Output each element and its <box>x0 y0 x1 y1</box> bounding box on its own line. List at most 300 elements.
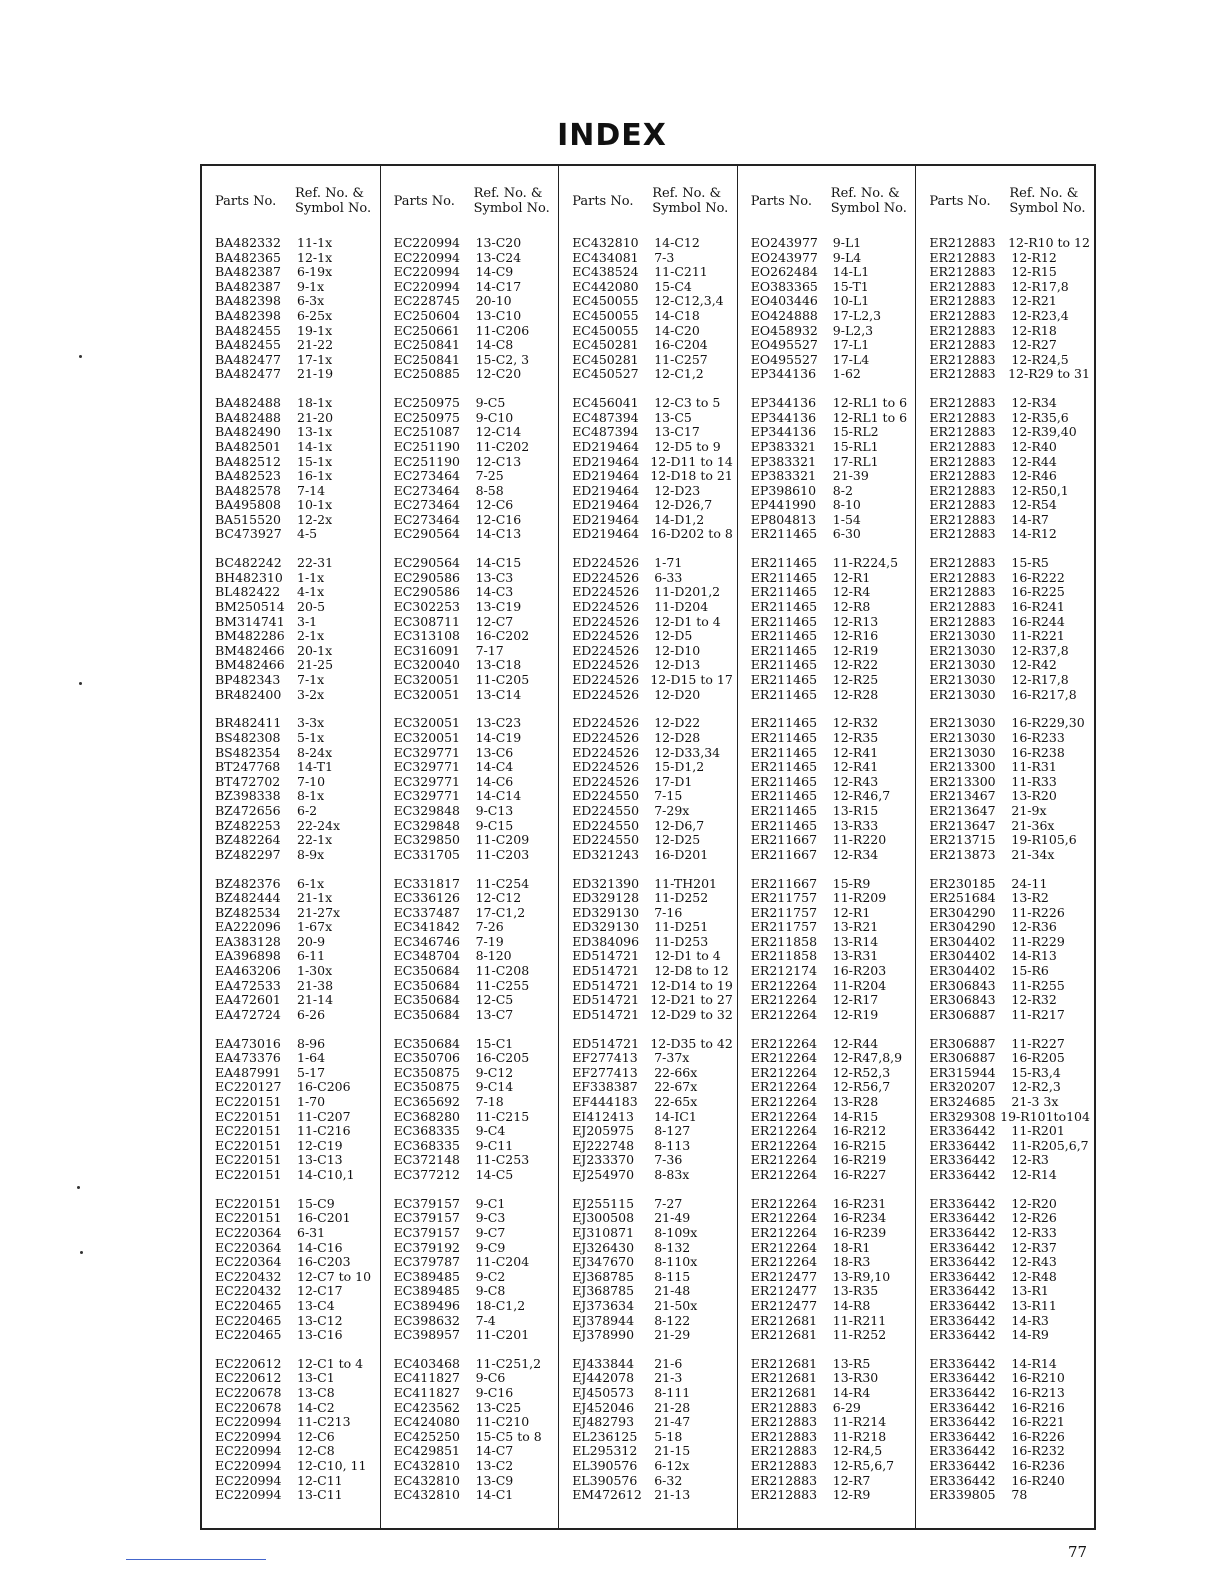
part-number: EP344136 <box>750 409 817 425</box>
part-number: EC220678 <box>215 1399 282 1415</box>
index-row <box>929 440 1090 455</box>
ref-symbol: 12-R47,8,9 <box>832 1050 903 1066</box>
index-row <box>215 979 376 994</box>
part-number: EC220364 <box>215 1224 282 1240</box>
ref-symbol: 14-R15 <box>832 1108 879 1124</box>
part-number: EC251190 <box>393 438 460 454</box>
ref-symbol: 12-R43 <box>1011 1254 1057 1270</box>
ref-symbol: 22-24x <box>297 817 341 833</box>
index-row <box>751 833 912 848</box>
index-row <box>572 469 733 484</box>
part-number: ED224526 <box>572 628 640 644</box>
index-row <box>215 891 376 906</box>
ref-symbol: 12-R56,7 <box>832 1079 891 1095</box>
part-number: ER306843 <box>929 992 996 1008</box>
part-number: ED224526 <box>572 599 640 615</box>
ref-symbol: 6-19x <box>297 264 333 280</box>
index-row <box>215 396 376 411</box>
part-number: EC346746 <box>393 933 460 949</box>
index-row <box>394 353 555 368</box>
ref-symbol: 8-132 <box>654 1239 691 1255</box>
ref-symbol: 11-C251,2 <box>475 1355 542 1371</box>
part-number: BZ482376 <box>215 875 281 891</box>
ref-symbol: 12-C17 <box>297 1283 343 1299</box>
part-number: ER212883 <box>929 453 996 469</box>
ref-symbol: 13-C4 <box>297 1297 335 1313</box>
index-group <box>215 877 376 1023</box>
part-number: EC329771 <box>393 773 460 789</box>
ref-symbol: 13-R20 <box>1011 788 1057 804</box>
index-row <box>929 1444 1090 1459</box>
part-number: ER304402 <box>929 948 996 964</box>
index-row <box>572 280 733 295</box>
part-number: ER336442 <box>929 1210 996 1226</box>
ref-symbol: 12-C7 <box>475 613 514 629</box>
index-row <box>572 455 733 470</box>
part-number: ER213647 <box>929 802 996 818</box>
ref-symbol: 16-R239 <box>832 1224 887 1240</box>
index-row <box>929 804 1090 819</box>
ref-symbol: 12-C19 <box>297 1137 343 1153</box>
index-row <box>751 556 912 571</box>
part-number: ER211465 <box>750 729 818 745</box>
part-number: ER213030 <box>929 715 996 731</box>
index-group <box>929 236 1090 382</box>
index-row <box>929 979 1090 994</box>
index-row <box>751 1168 912 1183</box>
index-row <box>394 935 555 950</box>
part-number: EC456041 <box>572 395 639 411</box>
part-number: ER212264 <box>750 1123 818 1139</box>
index-row <box>215 1474 376 1489</box>
ref-symbol: 1-30x <box>297 963 333 979</box>
index-row <box>572 789 733 804</box>
ref-symbol: 14-R8 <box>832 1297 871 1313</box>
index-group <box>929 1357 1090 1503</box>
index-group <box>929 1197 1090 1343</box>
part-number: ER306887 <box>929 1006 996 1022</box>
part-number: EC302253 <box>393 599 460 615</box>
part-number: ER211465 <box>750 744 818 760</box>
ref-symbol: 12-R22 <box>832 657 879 673</box>
index-row <box>215 498 376 513</box>
ref-symbol: 9-C13 <box>475 802 514 818</box>
part-number: EL390576 <box>572 1458 638 1474</box>
part-number: EA472601 <box>215 992 281 1008</box>
index-row <box>215 455 376 470</box>
index-group <box>572 556 733 702</box>
ref-symbol: 15-R6 <box>1011 963 1049 979</box>
index-row <box>929 1241 1090 1256</box>
part-number: ER212883 <box>929 249 996 265</box>
ref-symbol: 12-C16 <box>475 511 522 527</box>
index-row <box>572 891 733 906</box>
index-row <box>394 1488 555 1503</box>
ref-symbol: 7-26 <box>475 919 504 935</box>
part-number: ER336442 <box>929 1399 996 1415</box>
part-number: ER212264 <box>750 1137 818 1153</box>
index-row <box>751 877 912 892</box>
index-row <box>572 760 733 775</box>
ref-symbol: 15-C4 <box>654 278 692 294</box>
index-row <box>929 1430 1090 1445</box>
index-row <box>929 265 1090 280</box>
part-number: EJ378944 <box>572 1312 635 1328</box>
part-number: EC350875 <box>393 1079 460 1095</box>
index-row <box>215 440 376 455</box>
scan-speck <box>79 682 82 685</box>
index-row <box>394 804 555 819</box>
ref-symbol: 14-R7 <box>1011 511 1049 527</box>
ref-symbol: 12-D8 to 12 <box>654 963 729 979</box>
ref-symbol: 13-C18 <box>475 657 522 673</box>
ref-symbol: 14-IC1 <box>654 1108 697 1124</box>
index-row <box>215 1139 376 1154</box>
ref-symbol: 8-120 <box>475 948 512 964</box>
part-number: EJ233370 <box>572 1152 635 1168</box>
part-number: EC220465 <box>215 1312 282 1328</box>
index-row <box>215 571 376 586</box>
index-row <box>751 1314 912 1329</box>
part-number: ER329308 <box>929 1108 996 1124</box>
part-number: ER212883 <box>750 1458 818 1474</box>
part-number: EJ450573 <box>572 1385 635 1401</box>
index-row <box>572 324 733 339</box>
part-number: ER211465 <box>750 657 818 673</box>
ref-symbol: 16-R215 <box>832 1137 887 1153</box>
ref-symbol: 12-D11 to 14 <box>650 453 733 469</box>
ref-symbol: 11-C205 <box>475 672 530 687</box>
part-number: BA482398 <box>215 293 281 309</box>
index-row <box>394 1255 555 1270</box>
index-row <box>215 1211 376 1226</box>
part-number: ED224526 <box>572 759 640 775</box>
ref-symbol: 11-R226 <box>1011 904 1065 920</box>
index-row <box>394 265 555 280</box>
part-number: EC350875 <box>393 1064 460 1080</box>
part-number: EC220151 <box>215 1123 282 1139</box>
ref-symbol: 4-5 <box>297 526 318 542</box>
index-row <box>751 731 912 746</box>
part-number: BA482488 <box>215 409 281 425</box>
ref-symbol: 13-C6 <box>475 744 514 760</box>
ref-symbol: 12-C6 <box>475 497 514 513</box>
part-number: BT247768 <box>215 759 281 775</box>
index-row <box>394 294 555 309</box>
ref-symbol: 24-11 <box>1011 875 1048 891</box>
index-group <box>572 1197 733 1343</box>
index-row <box>394 571 555 586</box>
index-row <box>215 833 376 848</box>
part-number: ED321390 <box>572 875 640 891</box>
ref-symbol: 22-66x <box>654 1064 698 1080</box>
index-row <box>751 367 912 382</box>
index-row <box>751 673 912 688</box>
index-group <box>215 396 376 542</box>
index-row <box>215 1008 376 1023</box>
part-number: ED224526 <box>572 715 640 731</box>
index-row <box>394 527 555 542</box>
part-number: ER212264 <box>750 1094 818 1109</box>
index-row <box>394 658 555 673</box>
index-row <box>572 513 733 528</box>
index-column <box>559 166 738 1528</box>
part-number: EC273464 <box>393 482 460 498</box>
part-number: EC220364 <box>215 1239 282 1255</box>
index-row <box>572 585 733 600</box>
ref-symbol: 21-20 <box>297 409 334 425</box>
ref-symbol: 7-3 <box>654 249 675 265</box>
part-number: ED224550 <box>572 802 640 818</box>
index-row <box>215 615 376 630</box>
index-row <box>929 688 1090 703</box>
index-row <box>572 920 733 935</box>
part-number: ER211465 <box>750 788 818 804</box>
index-row <box>215 411 376 426</box>
ref-symbol: 12-R24,5 <box>1011 351 1069 367</box>
part-number: EP344136 <box>750 395 817 411</box>
index-row <box>215 425 376 440</box>
part-number: EC250604 <box>393 307 460 323</box>
ref-symbol: 13-C11 <box>297 1487 343 1503</box>
ref-symbol: 13-C2 <box>475 1458 514 1474</box>
index-row <box>751 979 912 994</box>
part-number: EC250661 <box>393 322 460 338</box>
part-number: ER212883 <box>750 1428 818 1444</box>
part-number: EC313108 <box>393 628 460 644</box>
part-number: ER212264 <box>750 1166 818 1182</box>
index-row <box>929 251 1090 266</box>
index-row <box>572 993 733 1008</box>
index-row <box>572 1110 733 1125</box>
ref-symbol: 17-1x <box>297 351 333 367</box>
index-row <box>215 1328 376 1343</box>
part-number: ED224550 <box>572 832 640 848</box>
index-row <box>394 1124 555 1139</box>
ref-symbol: 12-D28 <box>654 729 701 745</box>
part-number: EO458932 <box>750 322 818 338</box>
part-number: EC350684 <box>393 1035 460 1051</box>
ref-symbol: 12-C12,3,4 <box>654 293 724 309</box>
index-row <box>929 498 1090 513</box>
part-number: ED219464 <box>572 453 640 469</box>
index-row <box>394 1051 555 1066</box>
index-row <box>929 1314 1090 1329</box>
index-row <box>751 353 912 368</box>
part-number: ER211465 <box>750 555 818 571</box>
index-row <box>215 1124 376 1139</box>
part-number: ER212883 <box>929 322 996 338</box>
ref-symbol: 14-C6 <box>475 773 514 789</box>
ref-symbol: 20-5 <box>297 599 326 615</box>
index-row <box>215 338 376 353</box>
part-number: BA482490 <box>215 424 281 440</box>
index-row <box>572 775 733 790</box>
ref-symbol: 12-R48 <box>1011 1268 1057 1284</box>
ref-symbol: 13-R31 <box>832 948 879 964</box>
index-group <box>215 1197 376 1343</box>
index-row <box>751 906 912 921</box>
ref-symbol: 12-D5 <box>654 628 693 644</box>
ref-symbol: 8-115 <box>654 1268 691 1284</box>
ref-symbol: 16-R216 <box>1011 1399 1065 1415</box>
part-number: ER336442 <box>929 1123 996 1139</box>
index-row <box>929 789 1090 804</box>
part-number: EC487394 <box>572 409 639 425</box>
index-row <box>751 1037 912 1052</box>
ref-symbol: 1-71 <box>654 555 683 571</box>
part-number: EO383365 <box>750 278 818 294</box>
index-row <box>394 367 555 382</box>
part-number: EC250975 <box>393 409 460 425</box>
index-row <box>572 644 733 659</box>
ref-symbol: 3-3x <box>297 715 325 731</box>
index-row <box>751 1371 912 1386</box>
ref-symbol: 13-C1 <box>297 1370 335 1386</box>
index-row <box>394 1459 555 1474</box>
part-number: ER320207 <box>929 1079 996 1095</box>
index-row <box>215 513 376 528</box>
index-row <box>572 1371 733 1386</box>
ref-symbol: 9-L2,3 <box>832 322 874 338</box>
part-number: EC250841 <box>393 351 460 367</box>
part-number: EC220994 <box>215 1428 282 1444</box>
ref-symbol: 12-R43 <box>832 773 879 789</box>
part-number: ER212883 <box>929 468 996 484</box>
index-row <box>929 716 1090 731</box>
index-row <box>215 789 376 804</box>
ref-symbol: 12-R40 <box>1011 438 1057 454</box>
part-number: BA482455 <box>215 322 281 338</box>
ref-symbol: 13-C16 <box>297 1327 343 1343</box>
index-group <box>929 716 1090 862</box>
ref-symbol: 12-R14 <box>1011 1166 1057 1182</box>
ref-symbol: 18-1x <box>297 395 333 411</box>
index-row <box>215 673 376 688</box>
ref-symbol: 13-C9 <box>475 1472 514 1488</box>
ref-symbol: 11-R220 <box>832 832 887 848</box>
ref-symbol: 9-C8 <box>475 1283 506 1299</box>
ref-symbol: 8-113 <box>654 1137 691 1153</box>
index-row <box>394 848 555 863</box>
part-number: EC290586 <box>393 569 460 585</box>
index-row <box>215 1270 376 1285</box>
ref-symbol: 13-C25 <box>475 1399 522 1415</box>
ref-symbol: 12-R32 <box>832 715 879 731</box>
ref-symbol: 11-R201 <box>1011 1123 1065 1139</box>
part-number: EP383321 <box>750 438 817 454</box>
ref-symbol: 10-1x <box>297 497 333 513</box>
index-row <box>572 411 733 426</box>
index-row <box>751 1415 912 1430</box>
part-number: EC350684 <box>393 977 460 993</box>
part-number: EC331705 <box>393 846 460 862</box>
part-number: ER211757 <box>750 904 818 920</box>
ref-symbol: 11-1x <box>297 235 333 250</box>
part-number: ER212883 <box>929 497 996 513</box>
part-number: EP344136 <box>750 366 817 382</box>
index-row <box>394 338 555 353</box>
index-row <box>572 338 733 353</box>
ref-symbol: 12-R8 <box>832 599 871 615</box>
part-number: ER212174 <box>750 963 818 979</box>
part-number: EC438524 <box>572 264 639 280</box>
part-number: EC320051 <box>393 672 460 687</box>
ref-symbol: 13-R15 <box>832 802 879 818</box>
part-number: ER212264 <box>750 1195 818 1211</box>
part-number: BZ482534 <box>215 904 281 920</box>
index-row <box>215 644 376 659</box>
part-number: EP804813 <box>750 511 817 527</box>
part-number: BM482286 <box>215 628 285 644</box>
ref-symbol: 11-R221 <box>1011 628 1065 644</box>
part-number: EC450055 <box>572 307 639 323</box>
part-number: EA473376 <box>215 1050 281 1066</box>
index-row <box>751 440 912 455</box>
page-number: 77 <box>1068 1543 1088 1561</box>
index-row <box>751 309 912 324</box>
ref-symbol: 12-C10, 11 <box>297 1458 367 1474</box>
part-number: EC290586 <box>393 584 460 600</box>
ref-symbol: 14-C4 <box>475 759 514 775</box>
part-number: ER212477 <box>750 1283 818 1299</box>
index-group <box>929 877 1090 1023</box>
ref-symbol: 17-RL1 <box>832 453 879 469</box>
part-number: ER211465 <box>750 569 818 585</box>
ref-symbol: 12-C7 to 10 <box>297 1268 372 1284</box>
index-row <box>929 280 1090 295</box>
index-row <box>929 993 1090 1008</box>
index-row <box>929 1401 1090 1416</box>
index-row <box>215 731 376 746</box>
ref-symbol: 12-R39,40 <box>1011 424 1077 440</box>
column-header <box>929 166 1090 236</box>
index-row <box>394 1328 555 1343</box>
ref-symbol: 21-13 <box>654 1487 691 1503</box>
ref-symbol: 11-D201,2 <box>654 584 721 600</box>
part-number: ER211465 <box>750 584 818 600</box>
ref-symbol: 11-D204 <box>654 599 709 615</box>
ref-symbol: 6-29 <box>832 1399 861 1415</box>
part-number: ER336442 <box>929 1268 996 1284</box>
part-number: ER212883 <box>929 395 996 411</box>
ref-symbol: 20-10 <box>475 293 512 309</box>
part-number: ER336442 <box>929 1458 996 1474</box>
ref-symbol: 6-31 <box>297 1224 326 1240</box>
ref-symbol: 18-R3 <box>832 1254 871 1270</box>
part-number: ER211465 <box>750 715 818 731</box>
part-number: EA463206 <box>215 963 281 979</box>
ref-symbol: 12-R16 <box>832 628 879 644</box>
index-row <box>929 600 1090 615</box>
ref-symbol: 16-R234 <box>832 1210 887 1226</box>
part-number: ER213467 <box>929 788 996 804</box>
part-number: EO243977 <box>750 249 818 265</box>
part-number: EJ452046 <box>572 1399 635 1415</box>
index-row <box>394 1211 555 1226</box>
part-number: BA482512 <box>215 453 281 469</box>
ref-symbol: 7-17 <box>475 642 504 658</box>
part-number: ER213030 <box>929 672 996 687</box>
ref-symbol: 21-6 <box>654 1355 683 1371</box>
part-number: EC220994 <box>215 1414 282 1430</box>
part-number: EC220432 <box>215 1268 282 1284</box>
ref-symbol: 14-C12 <box>654 235 700 250</box>
ref-symbol: 15-D1,2 <box>654 759 705 775</box>
index-row <box>751 1110 912 1125</box>
part-number: EA473016 <box>215 1035 281 1051</box>
index-row <box>751 469 912 484</box>
